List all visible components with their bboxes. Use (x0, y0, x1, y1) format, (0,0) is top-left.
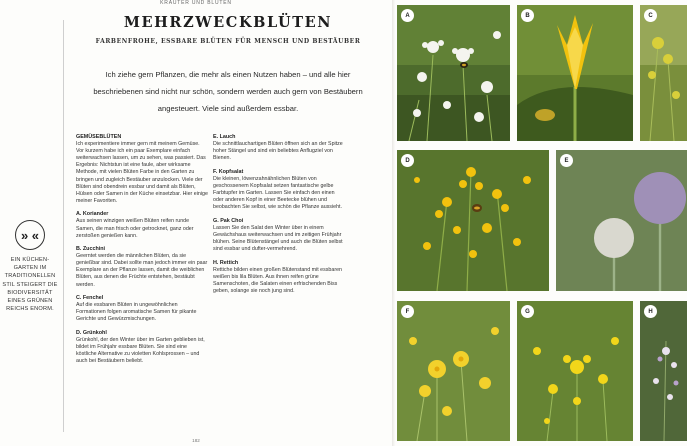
photo-coriander (397, 5, 510, 141)
entry-title: E. Lauch (213, 134, 236, 140)
entry-text: Grünkohl, der den Winter über im Garten geblieben ist, bildet im Frühjahr essbare Blüten. Sie sind eine köstliche Alternative zu violetten Kohlsprossen – und auch bei Bestäubern beliebt. (76, 336, 205, 365)
entry-text: Ich experimentiere immer gern mit meinem Gemüse. Vor kurzem habe ich ein paar Exemplare einfach weiterwachsen lassen, um zu sehen, was passiert. Das Ergebnis: Nichtstun ist eine faule, aber wirksame Methode, mit vielen Blüten Farbe in den Garten zu bringen und zugleich Bestäuber anzulocken. Viele der Blüten sind obendrein essbar und damit als Blüten, Hülsen oder Samen in der Küche einsetzbar. Hier einige meiner Favoriten. (76, 141, 208, 204)
text-column-left (76, 134, 208, 372)
entry-gemuesebluten (76, 134, 208, 205)
fennel-image (640, 5, 687, 141)
photo-label: F (401, 305, 414, 318)
entry-gruenkohl (76, 330, 208, 365)
entry-pak-choi (213, 218, 345, 253)
radish-image (640, 301, 687, 441)
entry-zucchini (76, 246, 208, 289)
entry-kopfsalat (213, 169, 345, 212)
entry-lauch (213, 134, 345, 162)
side-note-text: EIN KÜCHEN-GARTEN IM TRADITIONELLEN STIL STEIGERT DIE BIODIVERSITÄT EINES GRÜNEN REICHS ENORM. (2, 257, 58, 313)
photo-label: E (560, 154, 573, 167)
pak-choi-image (517, 301, 633, 441)
photo-label: A (401, 9, 414, 22)
photo-radish (640, 301, 687, 441)
photo-label: C (644, 9, 657, 22)
entry-title: G. Pak Choi (213, 217, 244, 224)
entry-title: B. Zucchini (76, 246, 106, 253)
entry-text: Die schnittlauchartigen Blüten öffnen sich an der Spitze hoher Stängel und sind ein beliebtes Anflugziel von Bienen. (213, 141, 343, 162)
entry-title: D. Grünkohl (76, 329, 107, 336)
photo-lettuce (397, 301, 510, 441)
photo-label: B (521, 9, 534, 22)
photo-label: H (644, 305, 657, 318)
entry-text: Aus seinen winzigen weißen Blüten reifen runde Samen, die man frisch oder getrocknet, ganz oder zerstoßen genießen kann. (76, 218, 194, 239)
photo-fennel (640, 5, 687, 141)
lettuce-image (397, 301, 510, 441)
entry-rettich (213, 260, 345, 295)
side-note (0, 220, 60, 313)
page-title: MEHRZWECKBLÜTEN (123, 14, 333, 31)
entry-title: C. Fenchel (76, 295, 104, 302)
entry-text: Lassen Sie den Salat den Winter über in einem Gewächshaus weiterwachsen und im zeitigen Frühjahr blühen. Seine Blütenstängel und auch die Blüten selbst sind essbar und dufter-vermehrend. (213, 224, 343, 253)
entry-title: F. Kopfsalat (213, 168, 244, 175)
photo-pak-choi (517, 301, 633, 441)
photo-leek (556, 150, 687, 291)
photo-label: G (521, 305, 534, 318)
zucchini-image (517, 5, 633, 141)
entry-title: A. Koriander (76, 211, 109, 218)
entry-text: Die kleinen, löwenzahnähnlichen Blüten von geschossenem Kopfsalat setzen fantastische gelbe Farbtupfer im Garten. Lassen Sie einfach den einen oder anderen Kopf in einer Beetecke blühen und beobachten Sie selbst, wie schön die Pflanze aussieht. (213, 175, 342, 211)
kale-image (397, 150, 549, 291)
entry-text: Geerntet werden die männlichen Blüten, da sie genießbar sind. Dabei sollte man jedoch immer ein paar Exemplare an der Pflanze lassen, damit die weiblichen Blüten, aus denen die Früchte entstehen, bestäubt werden. (76, 253, 208, 288)
double-chevron-icon: » « (15, 220, 45, 250)
text-column-right (213, 134, 345, 301)
intro-paragraph: Ich ziehe gern Pflanzen, die mehr als einen Nutzen haben – und alle hier beschriebenen sind nicht nur schön, sondern werden auch gern von Bestäubern angesteuert. Viele sind außerdem essbar. (93, 70, 363, 113)
entry-text: Rettiche bilden einen großen Blütenstand mit essbaren weißen bis lila Blüten. Aus ihnen reifen grüne Samenschoten, die Salaten einen erfrischenden Biss geben, solange sie noch jung sind. (213, 266, 342, 294)
column-divider (63, 20, 64, 432)
book-gutter (392, 0, 396, 446)
photo-label: D (401, 154, 414, 167)
photo-kale (397, 150, 549, 291)
photo-zucchini (517, 5, 633, 141)
page-subtitle: FARBENFROHE, ESSBARE BLÜTEN FÜR MENSCH UND BESTÄUBER (95, 38, 361, 45)
coriander-image (397, 5, 510, 141)
entry-text: Auf die essbaren Blüten in ungewöhnlichen Formationen folgen aromatische Samen für pikante Gerichte und Gewürzmischungen. (76, 302, 197, 323)
entry-title: H. Rettich (213, 259, 239, 266)
entry-koriander (76, 211, 208, 239)
page-number: 182 (192, 438, 200, 443)
leek-image (556, 150, 687, 291)
entry-title: GEMÜSEBLÜTEN (76, 134, 122, 140)
running-head: KRÄUTER UND BLÜTEN (160, 0, 232, 6)
entry-fenchel (76, 295, 208, 323)
